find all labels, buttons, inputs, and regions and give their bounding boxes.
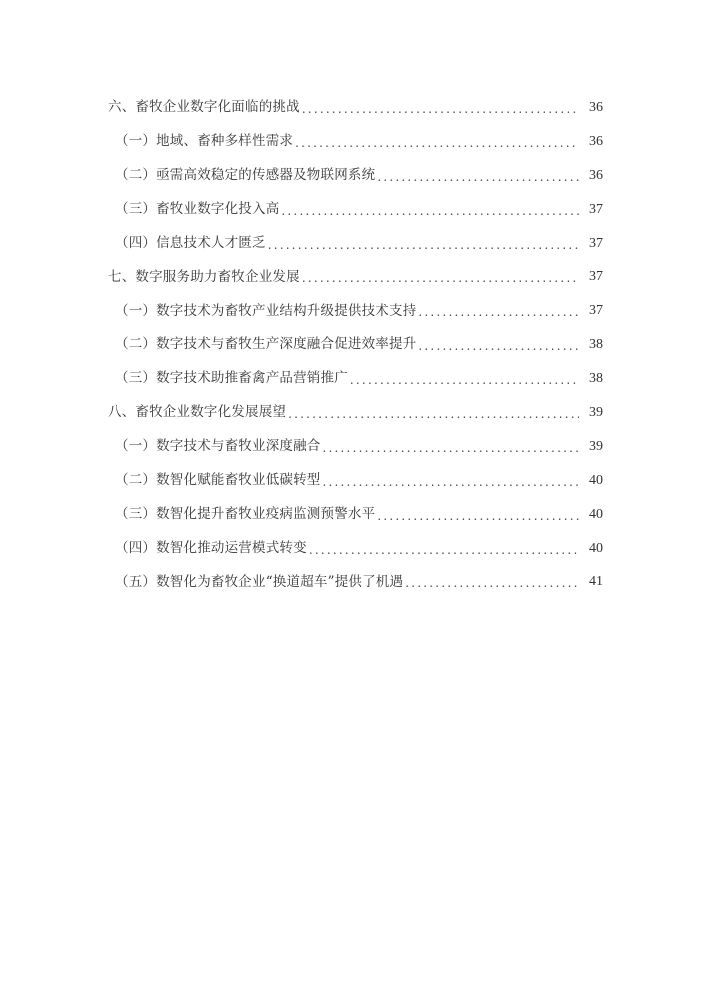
toc-entry-page-number: 40: [589, 472, 603, 488]
toc-entry-title: （二）亟需高效稳定的传感器及物联网系统: [115, 166, 376, 183]
toc-entry[interactable]: [0, 328, 710, 362]
toc-entry-page-number: 36: [589, 99, 603, 115]
toc-entry-title: （五）数智化为畜牧企业“换道超车”提供了机遇: [115, 573, 404, 590]
toc-entry[interactable]: [0, 294, 710, 328]
dot-leader: [302, 103, 579, 115]
toc-entry-title: 七、数字服务助力畜牧企业发展: [108, 268, 300, 285]
dot-leader: [377, 510, 579, 522]
dot-leader: [309, 544, 579, 556]
toc-entry[interactable]: [0, 362, 710, 396]
toc-entry[interactable]: [0, 464, 710, 498]
toc-entry[interactable]: [0, 396, 710, 430]
toc-entry[interactable]: [0, 565, 710, 599]
toc-entry[interactable]: [0, 532, 710, 566]
toc-entry-title: （四）信息技术人才匮乏: [115, 234, 266, 251]
toc-entry-page-number: 37: [589, 269, 603, 285]
toc-entry-page-number: 39: [589, 404, 603, 420]
toc-entry-title: 六、畜牧企业数字化面临的挑战: [108, 99, 300, 116]
toc-entry-title: （三）数智化提升畜牧业疫病监测预警水平: [115, 505, 376, 522]
toc-entry[interactable]: [0, 260, 710, 294]
toc-entry-page-number: 40: [589, 540, 603, 556]
toc-entry[interactable]: [0, 159, 710, 193]
toc-entry-title: （一）地域、畜种多样性需求: [115, 133, 294, 150]
toc-entry-page-number: 39: [589, 438, 603, 454]
toc-entry-title: （三）畜牧业数字化投入高: [115, 200, 280, 217]
dot-leader: [288, 408, 579, 420]
dot-leader: [268, 239, 579, 251]
toc-entry-page-number: 37: [589, 303, 603, 319]
dot-leader: [405, 577, 579, 589]
toc-entry-page-number: 40: [589, 506, 603, 522]
toc-entry-page-number: 37: [589, 235, 603, 251]
toc-entry-title: （一）数字技术为畜牧产业结构升级提供技术支持: [115, 302, 417, 319]
toc-entry[interactable]: [0, 498, 710, 532]
toc-entry-page-number: 36: [589, 133, 603, 149]
toc-entry-page-number: 38: [589, 337, 603, 353]
dot-leader: [323, 476, 580, 488]
toc-entry[interactable]: [0, 125, 710, 159]
toc-entry[interactable]: [0, 430, 710, 464]
dot-leader: [302, 272, 579, 284]
toc-entry-title: （三）数字技术助推畜禽产品营销推广: [115, 370, 348, 387]
toc-entry-page-number: 37: [589, 201, 603, 217]
dot-leader: [281, 205, 579, 217]
toc-entry-title: （四）数智化推动运营模式转变: [115, 539, 307, 556]
toc-entry-page-number: 36: [589, 167, 603, 183]
toc-entry-title: （二）数字技术与畜牧生产深度融合促进效率提升: [115, 336, 417, 353]
toc-entry-title: （二）数智化赋能畜牧业低碳转型: [115, 471, 321, 488]
dot-leader: [418, 306, 579, 318]
toc-entry-title: （一）数字技术与畜牧业深度融合: [115, 438, 321, 455]
table-of-contents: [0, 91, 710, 599]
toc-entry[interactable]: [0, 227, 710, 261]
dot-leader: [350, 374, 579, 386]
dot-leader: [323, 442, 580, 454]
dot-leader: [295, 137, 579, 149]
toc-entry[interactable]: [0, 193, 710, 227]
toc-entry-page-number: 38: [589, 371, 603, 387]
toc-entry-title: 八、畜牧企业数字化发展展望: [108, 404, 287, 421]
toc-entry-page-number: 41: [589, 574, 603, 590]
dot-leader: [377, 171, 579, 183]
dot-leader: [418, 340, 579, 352]
toc-entry[interactable]: [0, 91, 710, 125]
